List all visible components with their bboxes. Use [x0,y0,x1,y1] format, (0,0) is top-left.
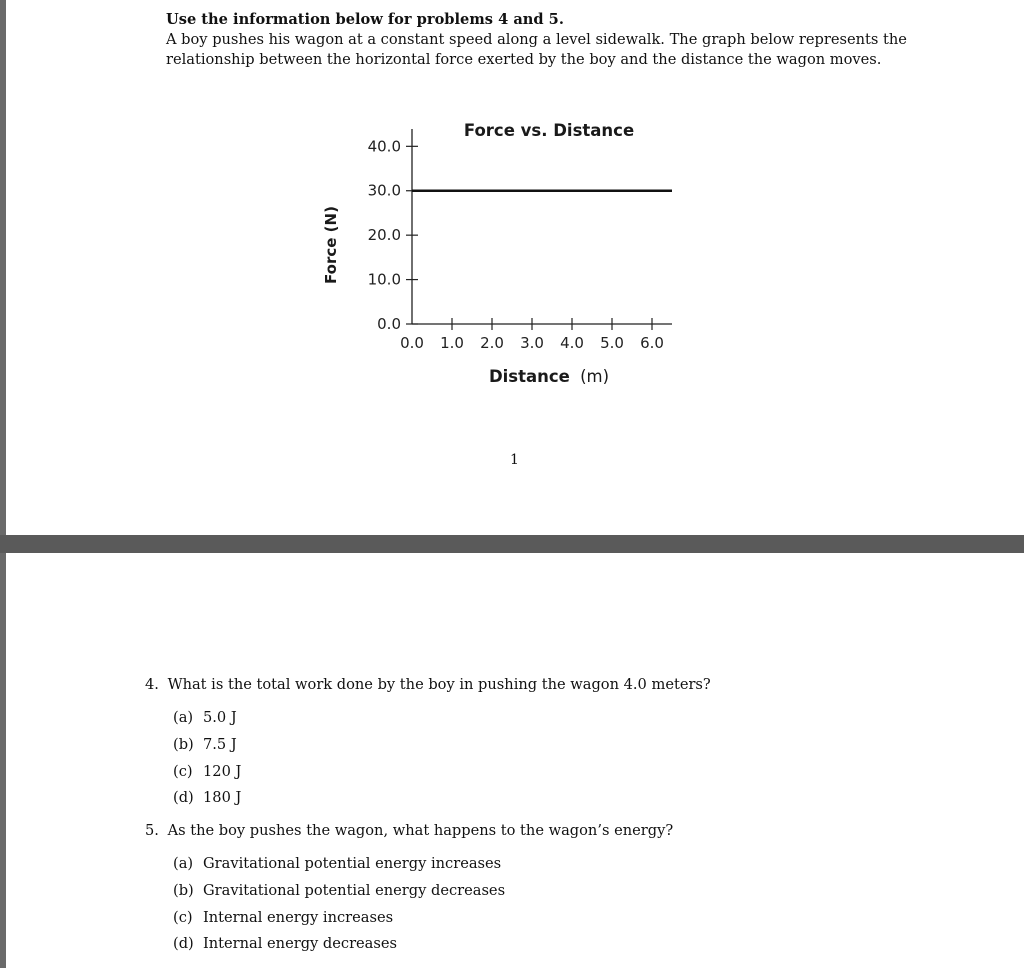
intro-block [166,10,926,70]
question-4-option-c[interactable] [173,762,241,782]
question-5-option-b[interactable] [173,881,505,901]
question-5-option-a[interactable] [173,854,501,874]
option-text: Gravitational potential energy increases [203,855,502,872]
chart-title: Force vs. Distance [463,121,635,140]
x-tick-label-1: 1.0 [440,334,464,352]
force-distance-chart [306,112,706,392]
x-tick-label-4: 4.0 [560,334,584,352]
x-tick-label-0: 0.0 [400,334,424,352]
question-5-text: As the boy pushes the wagon, what happens to the wagon’s energy? [167,822,674,839]
question-4-text: What is the total work done by the boy in pushing the wagon 4.0 meters? [167,676,711,693]
question-5-option-c[interactable] [173,908,393,928]
option-text: 5.0 J [203,709,237,726]
question-5-stem [145,821,673,841]
y-tick-label-2: 20.0 [367,226,401,245]
page-number: 1 [510,452,519,468]
question-4-option-d[interactable] [173,788,241,808]
option-label: (a) [173,709,194,726]
x-tick-label-6: 6.0 [640,334,664,352]
chart-x-axis-label [489,367,609,386]
x-tick-label-5: 5.0 [600,334,624,352]
option-label: (d) [173,789,194,806]
question-5-number: 5. [145,822,159,839]
option-text: 180 J [203,789,242,806]
intro-line-1: A boy pushes his wagon at a constant speed along a level sidewalk. The graph below represents the [166,31,907,48]
document-page-2 [6,553,1024,968]
option-text: 7.5 J [203,736,237,753]
option-label: (c) [173,763,193,780]
chart-x-axis-label-name: Distance [488,367,570,386]
y-tick-label-1: 10.0 [367,270,401,289]
y-tick-label-4: 40.0 [367,137,401,156]
option-label: (b) [173,882,194,899]
chart-svg [306,112,706,392]
page-separator [0,535,1024,553]
question-4-option-a[interactable] [173,708,237,728]
option-label: (c) [173,909,193,926]
option-label: (a) [173,855,194,872]
question-4-number: 4. [145,676,159,693]
intro-heading: Use the information below for problems 4 and 5. [166,11,564,28]
svg-text:Distance (m) [489,367,609,386]
document-page-1 [6,0,1024,535]
x-tick-label-3: 3.0 [520,334,544,352]
question-4-option-b[interactable] [173,735,237,755]
intro-line-2: relationship between the horizontal force exerted by the boy and the distance the wagon moves. [166,51,882,68]
option-text: Internal energy decreases [203,935,398,952]
option-label: (d) [173,935,194,952]
question-5-option-d[interactable] [173,934,397,954]
option-text: Gravitational potential energy decreases [203,882,506,899]
option-label: (b) [173,736,194,753]
question-4-stem [145,675,711,695]
y-tick-label-0: 0.0 [377,315,401,333]
option-text: Internal energy increases [203,909,394,926]
chart-x-axis-label-unit: (m) [580,367,610,386]
chart-y-axis-label: Force (N) [322,206,340,284]
chart-plot-area [368,129,672,352]
y-tick-label-3: 30.0 [367,181,401,200]
x-tick-label-2: 2.0 [480,334,504,352]
option-text: 120 J [203,763,242,780]
